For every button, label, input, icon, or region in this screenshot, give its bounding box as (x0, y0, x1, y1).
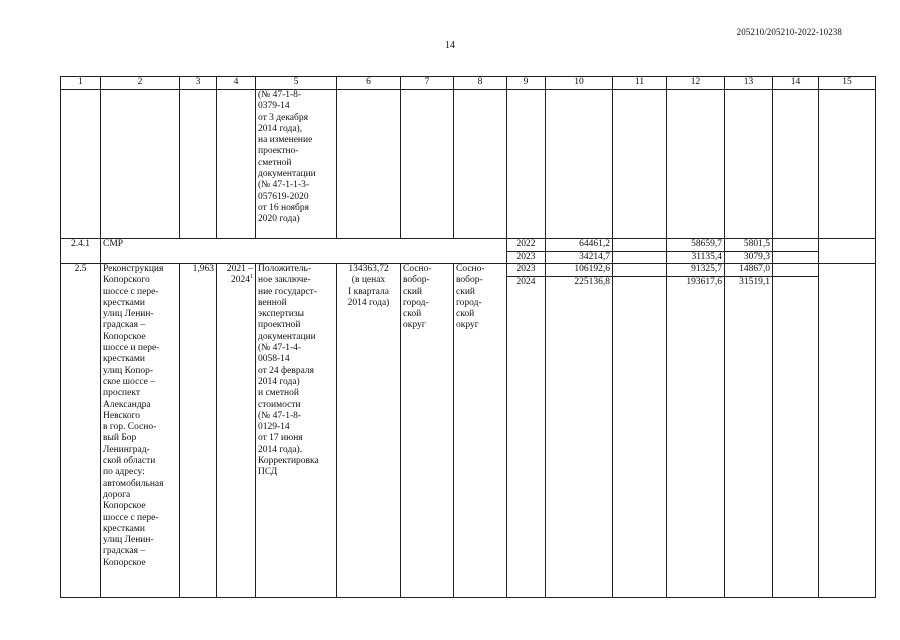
table-cell (667, 90, 725, 239)
owner-cell: Сосно- вобор- ский город- ской округ (454, 264, 507, 598)
regional-budget-value: 91325,7 (667, 264, 724, 277)
page-number: 14 (445, 40, 455, 51)
budget-table (60, 76, 876, 598)
table-cell (507, 90, 546, 239)
local-budget-cell (725, 264, 773, 598)
year-cell (507, 239, 546, 264)
local-budget-cell (725, 239, 773, 264)
total-value: 106192,6 (546, 264, 612, 277)
table-cell (773, 90, 819, 239)
table-cell (180, 90, 217, 239)
column-number: 7 (401, 77, 454, 90)
total-value: 34214,7 (579, 251, 610, 262)
regional-budget-value: 58659,7 (667, 239, 724, 252)
table-cell (454, 90, 507, 239)
local-budget-value: 31519,1 (739, 276, 770, 287)
local-budget-value: 5801,5 (725, 239, 772, 252)
table-cell (819, 264, 876, 598)
column-number: 15 (819, 77, 876, 90)
regional-budget-value: 31135,4 (691, 251, 722, 262)
year-value: 2022 (507, 239, 545, 252)
length-value: 1,963 (180, 264, 217, 598)
expertise-cell: (№ 47-1-8- 0379-14 от 3 декабря 2014 года), на изменение проектно- сметной документации (№ 47-1-1-3- 057619-2020 от 16 ноября 2020 года) (256, 90, 337, 239)
period-value (217, 264, 256, 598)
column-number: 8 (454, 77, 507, 90)
table-cell (61, 90, 101, 239)
table-row-2-5 (61, 264, 876, 598)
year-value: 2023 (516, 251, 536, 262)
table-cell (819, 90, 876, 239)
table-cell (337, 90, 401, 239)
column-number: 13 (725, 77, 773, 90)
footnote-mark: 1 (250, 274, 253, 281)
regional-budget-value: 193617,6 (686, 276, 722, 287)
table-row-continued (61, 90, 876, 239)
customer-cell: Сосно- вобор- ский город- ской округ (401, 264, 454, 598)
regional-budget-cell (667, 239, 725, 264)
year-value: 2024 (516, 276, 536, 287)
table-cell (773, 264, 819, 598)
local-budget-value: 14867,0 (725, 264, 772, 277)
column-number: 12 (667, 77, 725, 90)
table-cell (101, 90, 180, 239)
column-number: 14 (773, 77, 819, 90)
table-cell (773, 239, 819, 264)
column-number: 1 (61, 77, 101, 90)
column-number: 6 (337, 77, 401, 90)
year-cell (507, 264, 546, 598)
total-value: 64461,2 (546, 239, 612, 252)
year-value: 2023 (507, 264, 545, 277)
total-cell (546, 264, 613, 598)
column-number: 5 (256, 77, 337, 90)
total-cell (546, 239, 613, 264)
period-text: 2021 – 2024 (226, 264, 253, 286)
table-cell (613, 239, 667, 264)
estimated-cost: 134363,72 (в ценах I квартала 2014 года) (337, 264, 401, 598)
row-number: 2.5 (61, 264, 101, 598)
project-description: Реконструкция Копорского шоссе с пере- крестками улиц Ленин- градская – Копорское шоссе и пере- крестками улиц Копор- ское шоссе – проспект Александра Невского в гор. Сосно- вый Бор Ленинград- ской области по адресу: автомобильная дорога Копорское шоссе с пере- крестками улиц Ленин- градская – Копорское (101, 264, 180, 598)
regional-budget-cell (667, 264, 725, 598)
table-cell (546, 90, 613, 239)
column-number: 2 (101, 77, 180, 90)
total-value: 225136,8 (574, 276, 610, 287)
column-number: 10 (546, 77, 613, 90)
table-cell (725, 90, 773, 239)
smr-label: СМР (101, 239, 507, 264)
table-cell (819, 239, 876, 264)
table-cell (613, 264, 667, 598)
table-row-2-4-1 (61, 239, 876, 264)
column-number: 4 (217, 77, 256, 90)
row-number: 2.4.1 (61, 239, 101, 264)
expertise-cell: Положитель- ное заключе- ние государст- венной экспертизы проектной документации (№ 47-1-4- 0058-14 от 24 февраля 2014 года) и сметной стоимости (№ 47-1-8- 0129-14 от 17 июня 2014 года). Корректировка ПСД (256, 264, 337, 598)
column-number: 3 (180, 77, 217, 90)
local-budget-value: 3079,3 (743, 251, 770, 262)
column-number: 11 (613, 77, 667, 90)
document-id: 205210/205210-2022-10238 (736, 27, 842, 37)
column-number: 9 (507, 77, 546, 90)
column-number-row (61, 77, 876, 90)
table-cell (401, 90, 454, 239)
table-cell (217, 90, 256, 239)
table-cell (613, 90, 667, 239)
